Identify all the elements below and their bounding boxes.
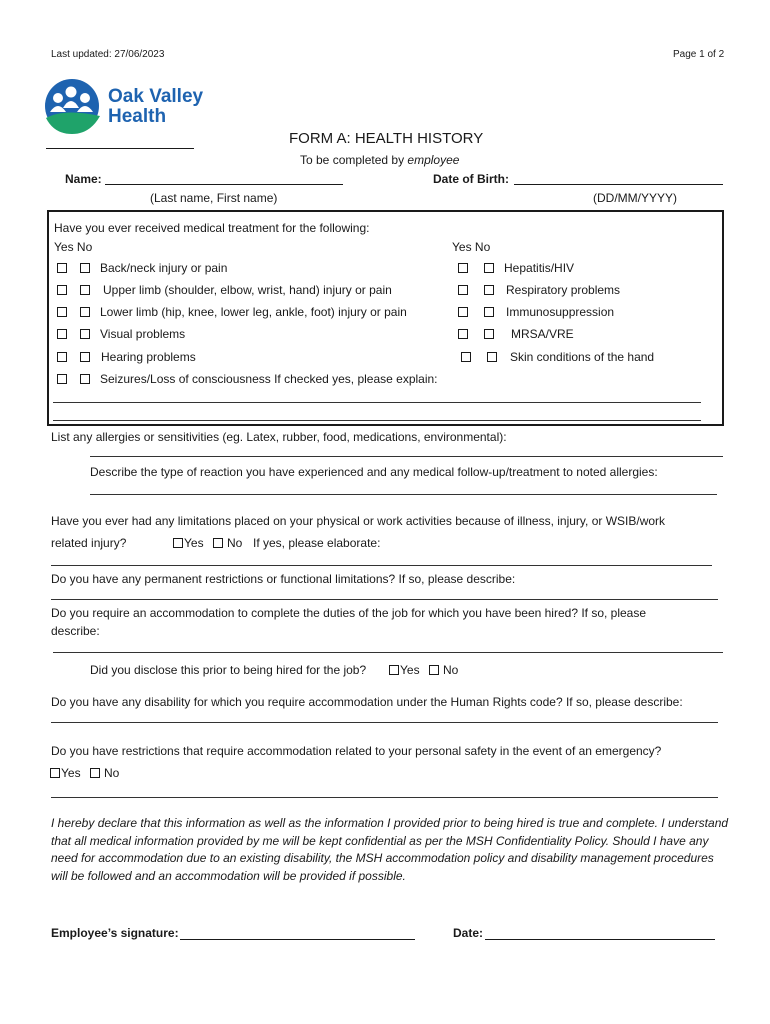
reaction-line[interactable] [90, 494, 717, 495]
logo-line2: Health [108, 106, 167, 127]
disclose-yes-label: Yes [400, 663, 420, 677]
date-field[interactable] [485, 939, 715, 940]
item-hearing: Hearing problems [101, 350, 196, 364]
item-seizures: Seizures/Loss of consciousness If checked yes, please explain: [100, 372, 438, 386]
visual-yes-checkbox[interactable] [57, 329, 67, 339]
back-neck-yes-checkbox[interactable] [57, 263, 67, 273]
date-label: Date: [453, 926, 484, 940]
seizures-explain-line-2[interactable] [53, 420, 701, 421]
name-label: Name: [65, 172, 102, 186]
allergies-line[interactable] [90, 456, 723, 457]
accommodation-line[interactable] [53, 652, 723, 653]
logo-underline [46, 148, 194, 149]
disclose-no-checkbox[interactable] [429, 665, 439, 675]
limitations-yes-label: Yes [184, 536, 204, 550]
limitations-question-1: Have you ever had any limitations placed on your physical or work activities because of illness, injury, or WSIB/work [51, 514, 666, 528]
mrsa-no-checkbox[interactable] [484, 329, 494, 339]
dob-label: Date of Birth: [433, 172, 509, 186]
disclose-yes-checkbox[interactable] [389, 665, 399, 675]
item-mrsa: MRSA/VRE [511, 327, 574, 341]
lower-limb-no-checkbox[interactable] [80, 307, 90, 317]
emergency-line[interactable] [51, 797, 718, 798]
immuno-no-checkbox[interactable] [484, 307, 494, 317]
hearing-no-checkbox[interactable] [80, 352, 90, 362]
logo-line1: Oak Valley [108, 86, 204, 107]
restrictions-line[interactable] [51, 599, 718, 600]
logo [44, 78, 204, 140]
disability-line[interactable] [51, 722, 718, 723]
yes-no-header-left: Yes No [54, 240, 93, 254]
emergency-yes-checkbox[interactable] [50, 768, 60, 778]
oak-valley-logo-icon [44, 78, 102, 136]
page-number: Page 1 of 2 [673, 49, 725, 60]
medical-question: Have you ever received medical treatment for the following: [54, 221, 370, 235]
subtitle-prefix: To be completed by [300, 153, 405, 167]
item-respiratory: Respiratory problems [506, 283, 621, 297]
item-visual: Visual problems [100, 327, 186, 341]
upper-limb-yes-checkbox[interactable] [57, 285, 67, 295]
dob-field[interactable] [514, 184, 723, 185]
limitations-no-checkbox[interactable] [213, 538, 223, 548]
emergency-no-checkbox[interactable] [90, 768, 100, 778]
subtitle-emphasis: employee [407, 153, 460, 167]
emergency-yes-label: Yes [61, 766, 81, 780]
back-neck-no-checkbox[interactable] [80, 263, 90, 273]
signature-label: Employee’s signature: [51, 926, 179, 940]
upper-limb-no-checkbox[interactable] [80, 285, 90, 295]
respiratory-yes-checkbox[interactable] [458, 285, 468, 295]
name-field[interactable] [105, 184, 343, 185]
disclose-no-label: No [443, 663, 459, 677]
respiratory-no-checkbox[interactable] [484, 285, 494, 295]
item-hepatitis: Hepatitis/HIV [504, 261, 575, 275]
item-skin: Skin conditions of the hand [510, 350, 655, 364]
limitations-question-2: related injury? [51, 536, 127, 550]
visual-no-checkbox[interactable] [80, 329, 90, 339]
reaction-prompt: Describe the type of reaction you have experienced and any medical follow-up/treatment to noted allergies: [90, 465, 658, 479]
immuno-yes-checkbox[interactable] [458, 307, 468, 317]
limitations-line[interactable] [51, 565, 712, 566]
restrictions-question: Do you have any permanent restrictions or functional limitations? If so, please describe: [51, 572, 516, 586]
limitations-no-label: No [227, 536, 243, 550]
seizures-no-checkbox[interactable] [80, 374, 90, 384]
accommodation-question-1: Do you require an accommodation to complete the duties of the job for which you have been hired? If so, please [51, 606, 647, 620]
emergency-no-label: No [104, 766, 120, 780]
item-immunosuppression: Immunosuppression [506, 305, 615, 319]
lower-limb-yes-checkbox[interactable] [57, 307, 67, 317]
item-back-neck: Back/neck injury or pain [100, 261, 228, 275]
signature-field[interactable] [180, 939, 415, 940]
hepatitis-yes-checkbox[interactable] [458, 263, 468, 273]
declaration-text: I hereby declare that this information as well as the information I provided prior to being hired is true and complete. I understand that all medical information provided by me will be kept confidential as per the MSH Confidentiality Policy. Should I have any need for accommodation due to an existing disability, the MSH accommodation policy and disability management procedures will be followed and an accommodation will be provided if possible. [51, 816, 729, 883]
mrsa-yes-checkbox[interactable] [458, 329, 468, 339]
item-lower-limb: Lower limb (hip, knee, lower leg, ankle, foot) injury or pain [100, 305, 407, 319]
disability-question: Do you have any disability for which you require accommodation under the Human Rights code? If so, please describe: [51, 695, 683, 709]
limitations-elaborate: If yes, please elaborate: [253, 536, 381, 550]
limitations-yes-checkbox[interactable] [173, 538, 183, 548]
last-updated: Last updated: 27/06/2023 [51, 49, 165, 60]
seizures-yes-checkbox[interactable] [57, 374, 67, 384]
disclose-question: Did you disclose this prior to being hired for the job? [90, 663, 367, 677]
form-title: FORM A: HEALTH HISTORY [289, 130, 484, 147]
hepatitis-no-checkbox[interactable] [484, 263, 494, 273]
skin-no-checkbox[interactable] [487, 352, 497, 362]
emergency-question: Do you have restrictions that require accommodation related to your personal safety in the event of an emergency? [51, 744, 662, 758]
skin-yes-checkbox[interactable] [461, 352, 471, 362]
form-subtitle [300, 153, 459, 167]
dob-hint: (DD/MM/YYYY) [593, 191, 677, 205]
hearing-yes-checkbox[interactable] [57, 352, 67, 362]
item-upper-limb: Upper limb (shoulder, elbow, wrist, hand) injury or pain [103, 283, 392, 297]
yes-no-header-right: Yes No [452, 240, 491, 254]
name-hint: (Last name, First name) [150, 191, 278, 205]
accommodation-question-2: describe: [51, 624, 100, 638]
seizures-explain-line-1[interactable] [53, 402, 701, 403]
allergies-question: List any allergies or sensitivities (eg. Latex, rubber, food, medications, environmental): [51, 430, 507, 444]
